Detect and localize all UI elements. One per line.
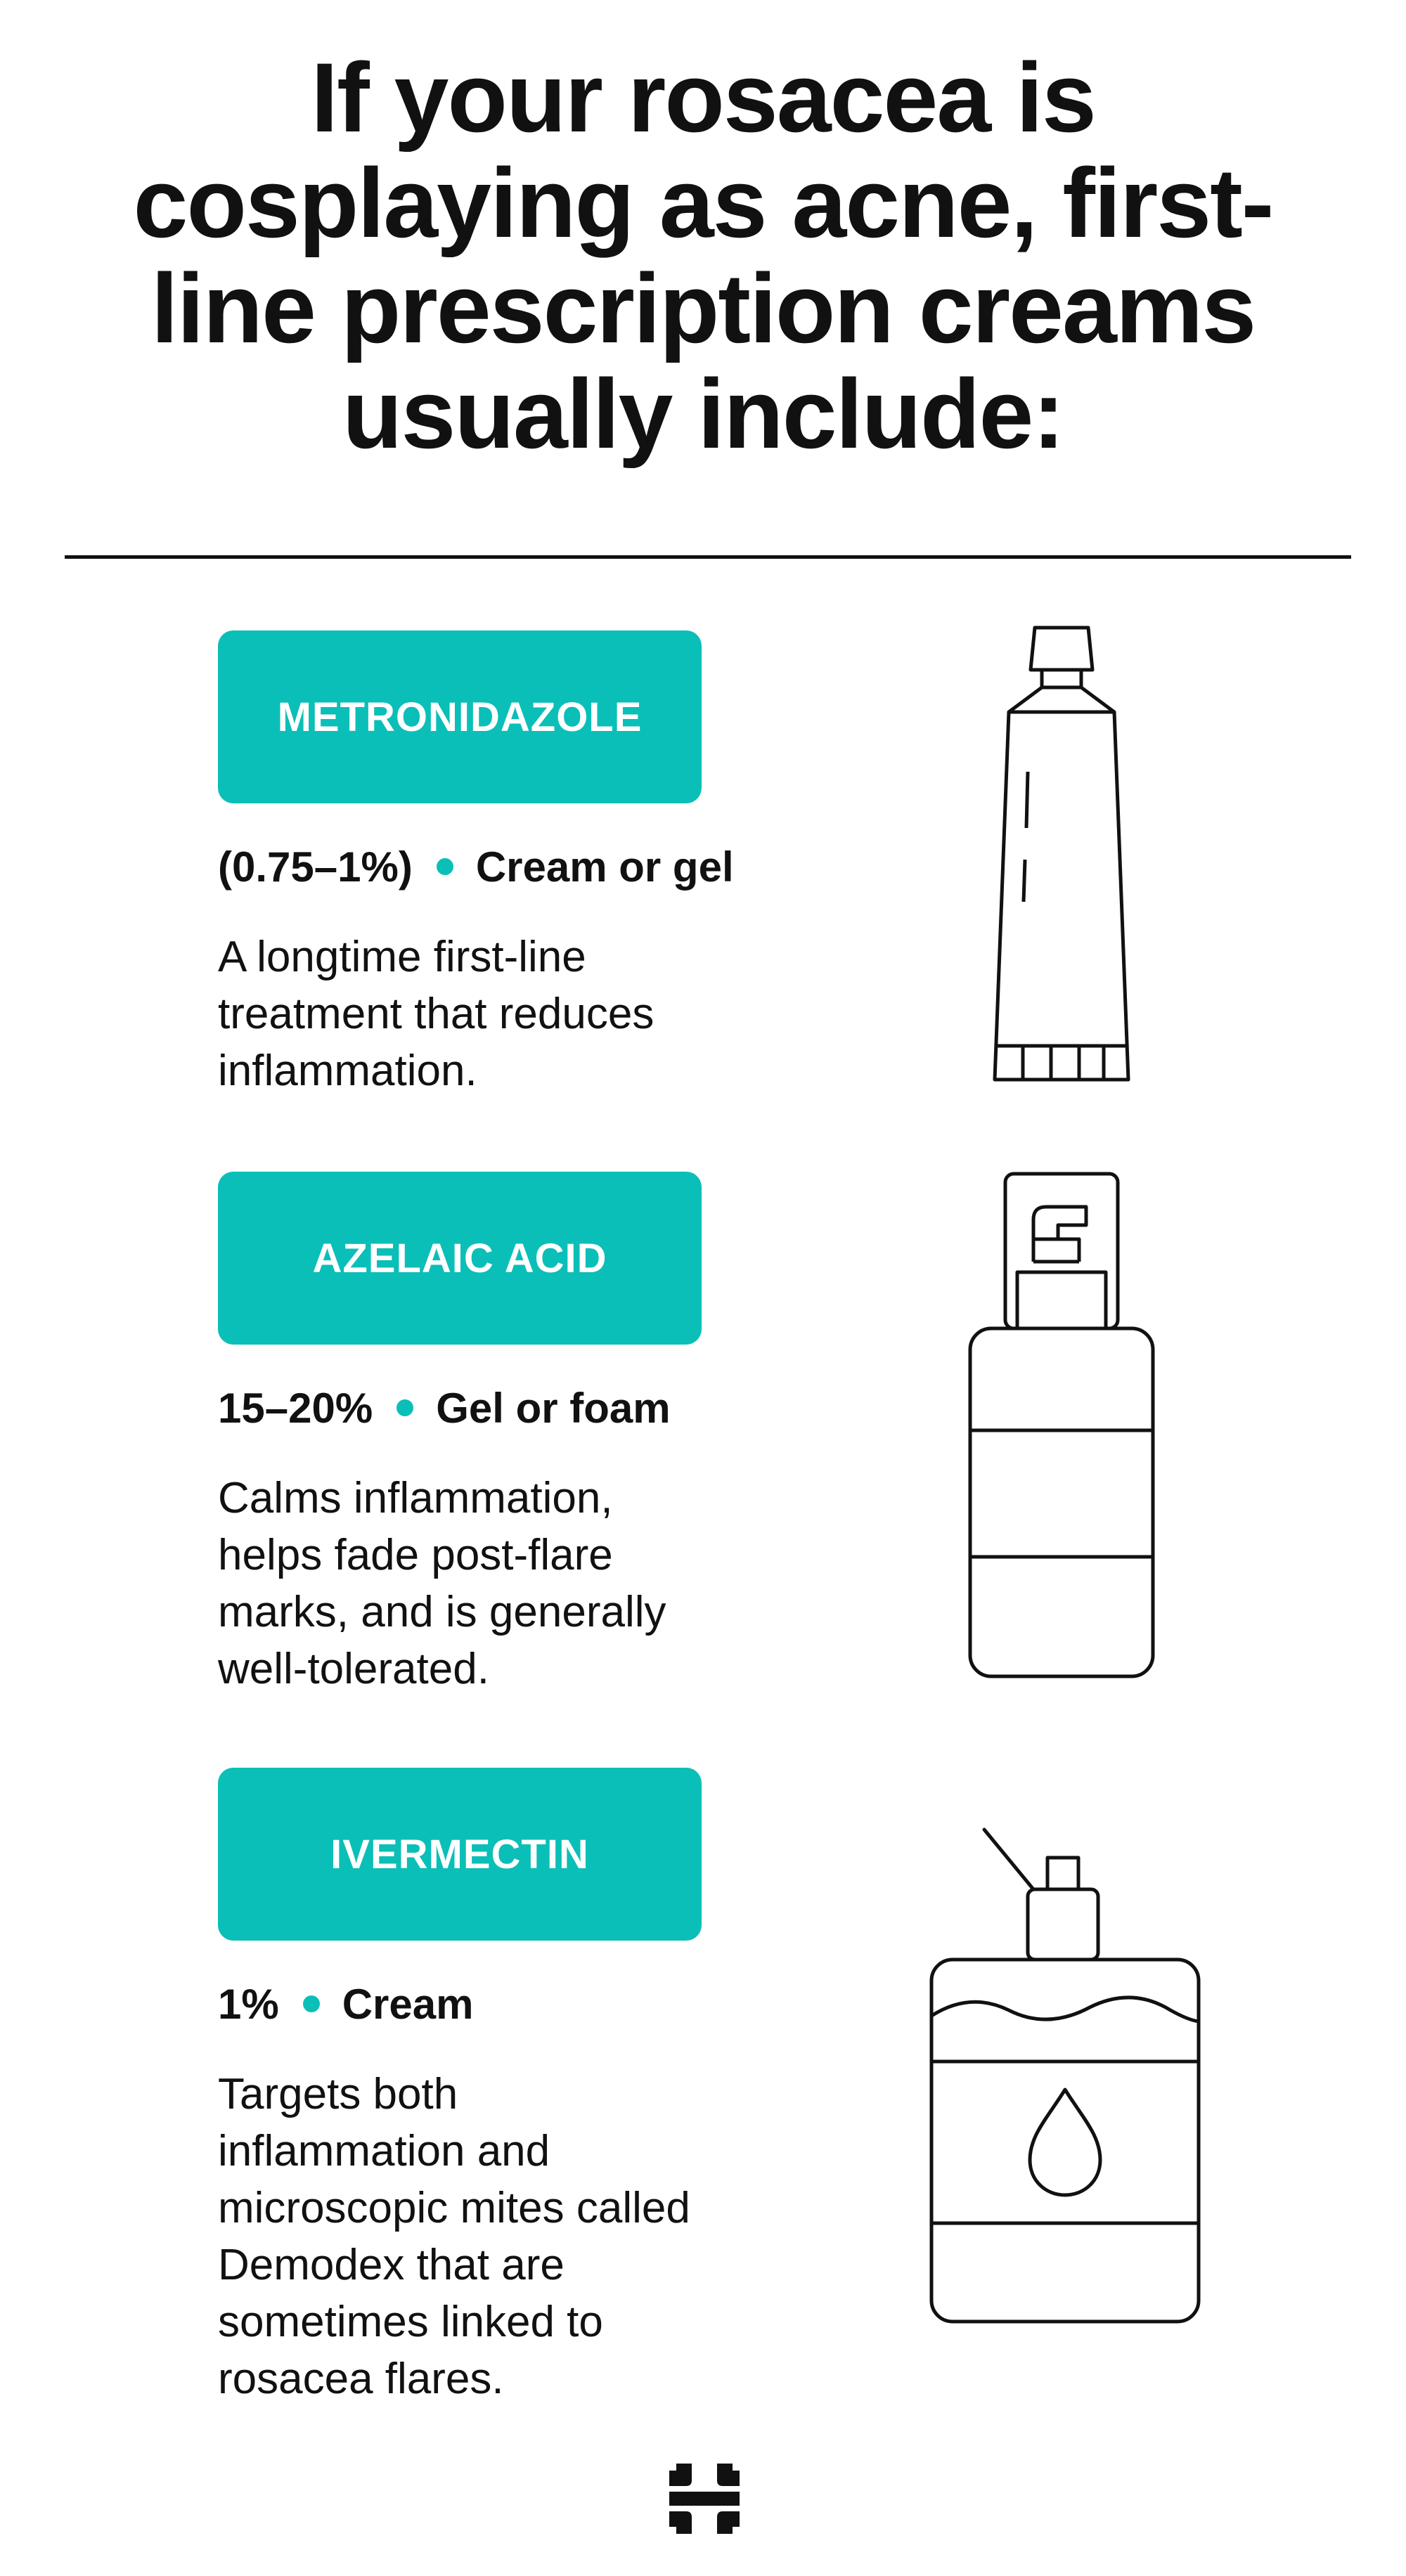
description-line: Demodex that are xyxy=(218,2241,565,2289)
description-line: well-tolerated. xyxy=(218,1645,489,1693)
description-line: sometimes linked to xyxy=(218,2298,603,2346)
treatment-strength: 15–20% xyxy=(218,1384,373,1432)
headline-line: cosplaying as acne, first- xyxy=(133,148,1273,258)
treatment-meta xyxy=(218,1380,794,1436)
treatment-name-badge: IVERMECTIN xyxy=(218,1768,702,1941)
treatment-strength: 1% xyxy=(218,1980,279,2028)
description-line: treatment that reduces xyxy=(218,990,654,1038)
treatment-strength: (0.75–1%) xyxy=(218,843,413,891)
description-line: rosacea flares. xyxy=(218,2355,504,2403)
treatment-description xyxy=(218,928,794,1099)
bullet-dot-icon xyxy=(303,1995,320,2012)
description-line: Calms inflammation, xyxy=(218,1474,613,1522)
treatment-name-badge: AZELAIC ACID xyxy=(218,1172,702,1345)
bullet-dot-icon xyxy=(396,1399,413,1416)
treatment-metronidazole xyxy=(218,630,794,1099)
treatment-form: Cream or gel xyxy=(475,843,734,891)
description-line: microscopic mites called xyxy=(218,2184,690,2232)
treatment-description xyxy=(218,1470,794,1697)
description-line: helps fade post-flare xyxy=(218,1531,613,1579)
treatment-form: Gel or foam xyxy=(436,1384,671,1432)
headline-line: usually include: xyxy=(342,358,1064,469)
description-line: Targets both xyxy=(218,2070,458,2118)
treatment-description xyxy=(218,2066,794,2407)
treatment-azelaic-acid xyxy=(218,1172,794,1697)
treatment-meta xyxy=(218,1976,794,2032)
bullet-dot-icon xyxy=(437,858,453,875)
cross-logo-icon xyxy=(669,2464,740,2537)
cream-tube-icon xyxy=(984,624,1139,1088)
description-line: inflammation. xyxy=(218,1047,477,1095)
pump-bottle-icon xyxy=(967,1170,1156,1683)
divider xyxy=(65,555,1351,559)
description-line: inflammation and xyxy=(218,2127,550,2175)
description-line: A longtime first-line xyxy=(218,933,586,981)
treatment-ivermectin xyxy=(218,1768,794,2407)
headline-line: If your rosacea is xyxy=(311,42,1095,153)
headline xyxy=(0,42,1406,469)
description-line: marks, and is generally xyxy=(218,1588,666,1636)
headline-line: line prescription creams xyxy=(150,253,1256,363)
treatment-meta xyxy=(218,839,794,895)
lotion-bottle-icon xyxy=(928,1826,1202,2329)
treatment-name-badge: METRONIDAZOLE xyxy=(218,630,702,803)
treatment-form: Cream xyxy=(342,1980,474,2028)
